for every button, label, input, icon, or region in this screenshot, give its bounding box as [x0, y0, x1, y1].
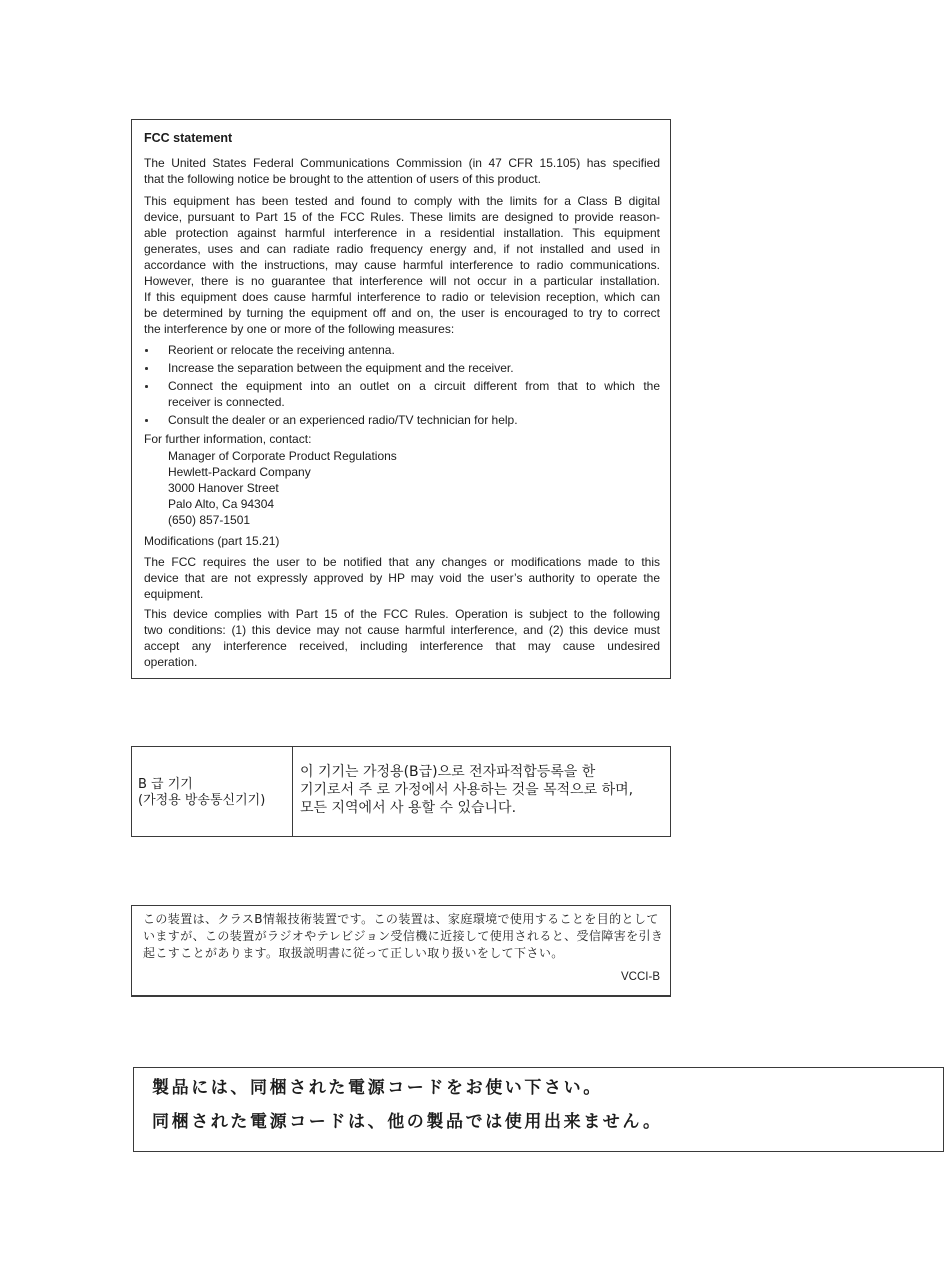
measure-text: receiver is connected.: [168, 395, 285, 409]
korea-class-b-table: [131, 746, 671, 837]
class-statement-cell: [293, 747, 670, 836]
measure-text: Consult the dealer or an experienced radio/TV technician for help.: [168, 413, 518, 427]
measure-list-item: [144, 360, 660, 376]
bullet-marker: [145, 367, 148, 370]
class-statement-line: 기기로서 주 로 가정에서 사용하는 것을 목적으로 하며,: [300, 782, 634, 798]
power-cord-line: 製品には、同梱された電源コードをお使い下さい。: [152, 1078, 603, 1098]
power-cord-notice-box: [133, 1067, 944, 1152]
contact-line: Hewlett-Packard Company: [168, 465, 311, 479]
class-label-cell: [132, 747, 293, 836]
vcci-mark: VCCI-B: [621, 971, 660, 983]
fcc-notice-line: the interference by one or more of the following measures:: [144, 322, 455, 336]
fcc-notice-line: be determined by turning the equipment off and on, the user is encouraged to try to correct: [144, 306, 660, 320]
contact-line: (650) 857-1501: [168, 513, 251, 527]
contact-line: Palo Alto, Ca 94304: [168, 497, 275, 511]
compliance-line: This device complies with Part 15 of the FCC Rules. Operation is subject to the following: [144, 607, 660, 621]
measure-text: Increase the separation between the equipment and the receiver.: [168, 361, 514, 375]
measure-text: Reorient or relocate the receiving antenna.: [168, 343, 395, 357]
compliance-line: accept any interference received, including interference that may cause undesired: [144, 639, 660, 653]
vcci-line: この装置は、クラスB情報技術装置です。この装置は、家庭環境で使用することを目的として: [143, 912, 659, 926]
contact-line: 3000 Hanover Street: [168, 481, 279, 495]
fcc-notice-line: able protection against harmful interference in a residential installation. This equipment: [144, 226, 660, 240]
measure-text: Connect the equipment into an outlet on a circuit different from that to which the: [168, 379, 660, 393]
bullet-marker: [145, 349, 148, 352]
fcc-notice-line: accordance with the instructions, may cause harmful interference to radio communications.: [144, 258, 660, 272]
power-cord-line: 同梱された電源コードは、他の製品では使用出来ません。: [152, 1112, 663, 1132]
vcci-line: 起こすことがあります。取扱説明書に従って正しい取り扱いをして下さい。: [143, 946, 564, 960]
measure-list-item: [144, 412, 660, 428]
vcci-notice-box: [131, 905, 671, 997]
class-statement-line: 이 기기는 가정용(B급)으로 전자파적합등록을 한: [300, 764, 596, 780]
contact-line: Manager of Corporate Product Regulations: [168, 449, 397, 463]
compliance-line: two conditions: (1) this device may not cause harmful interference, and (2) this device must: [144, 623, 660, 637]
fcc-intro-line: The United States Federal Communications Commission (in 47 CFR 15.105) has specified: [144, 156, 660, 170]
class-label-line: (가정용 방송통신기기): [138, 793, 266, 808]
measure-list-item: [144, 342, 660, 358]
modifications-line: equipment.: [144, 587, 204, 601]
contact-intro: For further information, contact:: [144, 432, 312, 446]
fcc-intro-line: that the following notice be brought to the attention of users of this product.: [144, 172, 541, 186]
fcc-notice-line: generates, uses and can radiate radio frequency energy and, if not installed and used in: [144, 242, 660, 256]
class-statement-line: 모든 지역에서 사 용할 수 있습니다.: [300, 800, 517, 816]
modifications-line: device that are not expressly approved by HP may void the user’s authority to operate the: [144, 571, 660, 585]
fcc-statement-box: [131, 119, 671, 679]
bullet-marker: [145, 385, 148, 388]
fcc-notice-line: However, there is no guarantee that interference will not occur in a particular installation.: [144, 274, 660, 288]
modifications-heading: Modifications (part 15.21): [144, 534, 280, 548]
fcc-notice-line: device, pursuant to Part 15 of the FCC Rules. These limits are designed to provide reason-: [144, 210, 660, 224]
measure-list-item: [144, 378, 660, 410]
fcc-statement-title: FCC statement: [144, 131, 233, 145]
compliance-line: operation.: [144, 655, 198, 669]
modifications-line: The FCC requires the user to be notified that any changes or modifications made to this: [144, 555, 660, 569]
fcc-notice-line: If this equipment does cause harmful interference to radio or television reception, which can: [144, 290, 660, 304]
class-label-line: B 급 기기: [138, 777, 193, 792]
fcc-notice-line: This equipment has been tested and found to comply with the limits for a Class B digital: [144, 194, 660, 208]
bullet-marker: [145, 419, 148, 422]
vcci-line: いますが、この装置がラジオやテレビジョン受信機に近接して使用されると、受信障害を引き: [143, 929, 664, 943]
